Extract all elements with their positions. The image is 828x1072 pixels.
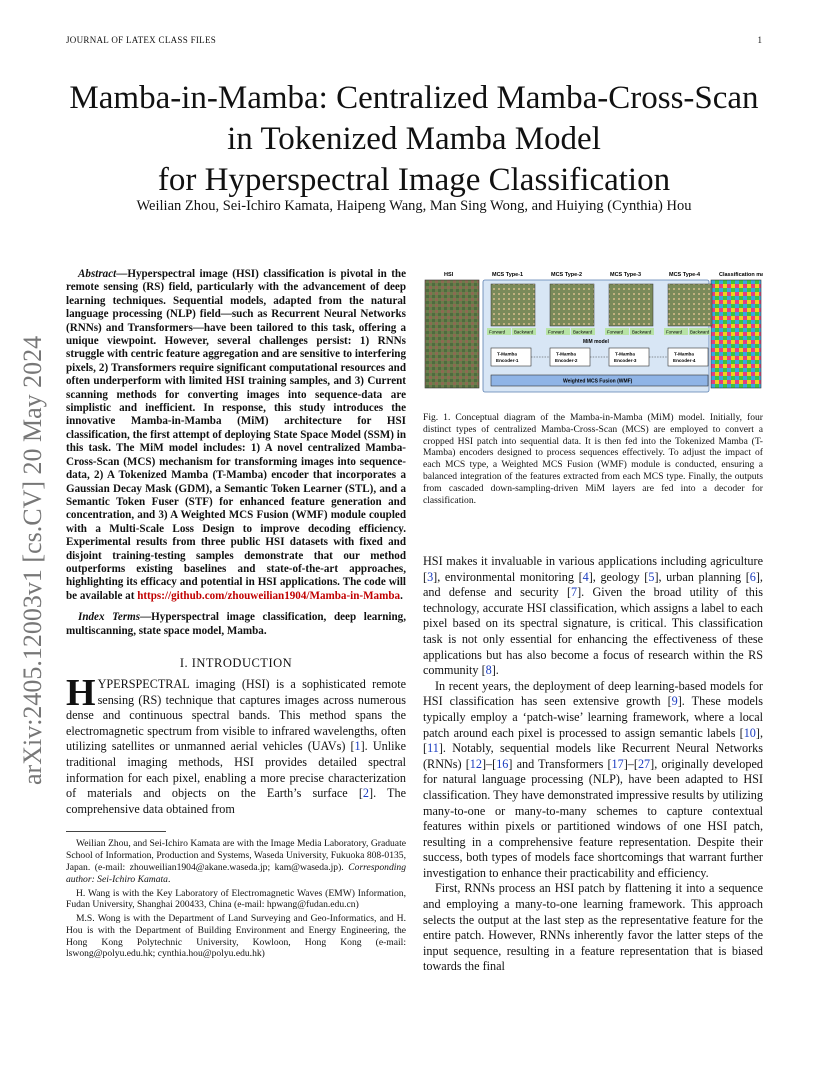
intro-text-b: ]. Unlike traditional imaging methods, HSI provides detailed spectral information for each pixel, enabling a more precise characterization of materials and objects on the Earth’s surface [ xyxy=(66,739,406,801)
right-column xyxy=(423,268,764,974)
mcs-patch-2 xyxy=(550,284,594,326)
citation[interactable]: 17 xyxy=(611,756,624,771)
label-mcs-1: MCS Type-1 xyxy=(492,272,524,278)
forward-label: Forward xyxy=(489,329,506,335)
abstract-end: . xyxy=(400,589,403,602)
hsi-image xyxy=(425,280,479,388)
text: ], environmental monitoring [ xyxy=(433,569,583,584)
code-link[interactable]: https://github.com/zhouweilian1904/Mamba-in-Mamba xyxy=(137,589,401,602)
backward-label: Backward xyxy=(573,329,593,335)
encoder-2-line-1: T-Mamba xyxy=(556,351,576,357)
citation[interactable]: 1 xyxy=(354,739,361,754)
citation[interactable]: 4 xyxy=(582,569,589,584)
text: ], [ xyxy=(423,725,763,756)
section-heading-introduction: I. INTRODUCTION xyxy=(179,655,293,670)
backward-label: Backward xyxy=(514,329,534,335)
intro-text-c: ]. The comprehensive data obtained from xyxy=(66,786,406,816)
text: HSI makes it invaluable in various applications including agriculture [ xyxy=(423,554,763,584)
text: ]. Given the broad utility of this technology, accurate HSI classification, which assigns a label to each pixel based on its spectral signature, is critical. This classification task is not only essential for enhancing the effectiveness of these applications but has also become a focus of research within the RS community [ xyxy=(423,585,763,678)
backward-label: Backward xyxy=(690,329,710,335)
text: ], urban planning [ xyxy=(654,569,750,584)
encoder-4-line-2: Encoder-4 xyxy=(673,358,696,363)
text: ], geology [ xyxy=(588,569,649,584)
footnote-affiliation-1 xyxy=(66,838,406,885)
drop-cap: H xyxy=(66,671,96,714)
corresponding-author: Corresponding author: Sei-Ichiro Kamata xyxy=(66,861,406,885)
backward-label: Backward xyxy=(632,329,652,335)
index-terms xyxy=(66,611,406,638)
arxiv-identifier: arXiv:2405.12003v1 [cs.CV] 20 May 2024 xyxy=(18,335,47,785)
citation[interactable]: 6 xyxy=(749,569,756,584)
forward-label: Forward xyxy=(666,329,683,335)
mim-diagram xyxy=(423,268,763,400)
encoder-1-line-2: Encoder-1 xyxy=(496,358,519,363)
intro-text-a: YPERSPECTRAL imaging (HSI) is a sophisticated remote sensing (RS) technique that captures images across numerous dense and continuous spectral bands. This method spans the electromagnetic spectrum from visible to infrared wavelengths, often utilizing satellites or unmanned aerial vehicles (UAVs) [ xyxy=(66,676,406,754)
body-paragraph-1 xyxy=(423,554,763,679)
label-hsi: HSI xyxy=(444,272,454,278)
label-mcs-3: MCS Type-3 xyxy=(610,272,642,278)
footnote-end: . xyxy=(167,873,171,885)
footnote-rule xyxy=(66,831,166,832)
text: ]–[ xyxy=(481,756,497,771)
citation[interactable]: 10 xyxy=(743,725,756,740)
citation[interactable]: 5 xyxy=(648,569,655,584)
title-line-2: in Tokenized Mamba Model xyxy=(227,121,601,157)
figure-1-caption: Fig. 1. Conceptual diagram of the Mamba-in-Mamba (MiM) model. Initially, four distinct types of centralized Mamba-Cross-Scan (MCS) are employed to convert a cropped HSI patch into sequential data. It is then fed into the Tokenized Mamba (T-Mamba) encoders designed to process sequences effectively. To adjust the impact of each MCS type, a Weighted MCS Fusion (WMF) module is conducted, ensuring a balanced integration of the features extracted from each MCS type. Finally, the outputs from cascaded down-sampling-driven MiM layers are fed into a decoder for classification. xyxy=(423,412,763,506)
citation[interactable]: 16 xyxy=(496,756,509,771)
left-column xyxy=(66,268,406,962)
text: ]. Notably, sequential models like Recurrent Neural Networks (RNNs) [ xyxy=(423,741,763,771)
text: ]–[ xyxy=(623,756,638,771)
abstract xyxy=(66,268,406,603)
citation[interactable]: 3 xyxy=(427,569,434,584)
encoder-1-line-1: T-Mamba xyxy=(497,351,517,357)
wmf-label: Weighted MCS Fusion (WMF) xyxy=(563,378,633,385)
forward-label: Forward xyxy=(548,329,565,335)
abstract-text: —Hyperspectral image (HSI) classification is pivotal in the remote sensing (RS) field, particularly with the advancement of deep learning techniques. Sequential models, adapted from the natural language processing (NLP) field—such as Recurrent Neural Networks (RNNs) and Transformers—have been tailored to this task, offering a unique viewpoint. However, several challenges persist: 1) RNNs struggle with centric feature aggregation and are sensitive to interfering pixels, 2) Transformers require significant computational resources and often underperform with limited HSI training samples, and 3) Current scanning methods for converting images into sequence-data are simplistic and inefficient. In response, this study introduces the innovative Mamba-in-Mamba (MiM) architecture for HSI classification, the first attempt of deploying State Space Model (SSM) in this task. The MiM model includes: 1) A novel centralized Mamba-Cross-Scan (MCS) mechanism for transforming images into sequence-data, 2) A Tokenized Mamba (T-Mamba) encoder that incorporates a Gaussian Decay Mask (GDM), a Semantic Token Learner (STL), and a Semantic Token Fuser (STF) for enhanced feature generation and concentration, and 3) A Weighted MCS Fusion (WMF) module coupled with a Multi-Scale Loss Design to improve decoding efficiency. Experimental results from three public HSI datasets with fixed and disjoint training-testing samples demonstrate that our method outperforms existing baselines and state-of-the-art approaches, highlighting its efficacy and potential in HSI applications. The code will be available at xyxy=(66,268,406,602)
label-mcs-4: MCS Type-4 xyxy=(669,272,701,278)
mcs-patch-1 xyxy=(491,284,535,326)
encoder-3-line-2: Encoder-3 xyxy=(614,358,637,363)
page-number: 1 xyxy=(757,35,762,45)
encoder-3-line-1: T-Mamba xyxy=(615,351,635,357)
mcs-patch-3 xyxy=(609,284,653,326)
text: ] and Transformers [ xyxy=(508,756,612,771)
right-body-text xyxy=(423,554,763,975)
citation[interactable]: 2 xyxy=(362,786,370,801)
label-mcs-2: MCS Type-2 xyxy=(551,272,583,278)
author-list: Weilian Zhou, Sei-Ichiro Kamata, Haipeng Wang, Man Sing Wong, and Huiying (Cynthia) Hou xyxy=(136,198,692,214)
encoder-4-line-1: T-Mamba xyxy=(674,351,694,357)
classification-map-image xyxy=(711,280,761,388)
figure-1 xyxy=(423,268,763,400)
abstract-label: Abstract xyxy=(78,268,117,280)
citation[interactable]: 27 xyxy=(637,756,651,771)
mim-model-label: MiM model xyxy=(583,339,609,345)
body-paragraph-2 xyxy=(423,679,763,882)
text: ]. xyxy=(491,663,499,678)
running-header: JOURNAL OF LATEX CLASS FILES xyxy=(66,35,217,45)
body-paragraph-3: First, RNNs process an HSI patch by flattening it into a sequence and employing a many-to-one learning framework. This approach selects the output at the last step as the representative feature for the entire patch. However, RNNs inherently favor the latter steps of the input sequence, resulting in a feature representation that is biased towards the final xyxy=(423,881,763,974)
intro-paragraph-1 xyxy=(66,671,406,817)
index-terms-text: —Hyperspectral image classification, deep learning, multiscanning, state space model, Mamba. xyxy=(66,611,406,637)
text: ], originally developed for natural language processing (NLP), have been adapted to HSI classification. They have demonstrated impressive results by utilizing many-to-one or many-to-many schemes to capture contextual features within pixels or partitioned windows of one HSI patch, resulting in a comprehensive feature representation. Despite their success, both types of models face shortcomings that warrant further investigation to enhance their practicability and efficiency. xyxy=(423,756,764,880)
footnote-text: Weilian Zhou, and Sei-Ichiro Kamata are with the Image Media Laboratory, Graduate School of Information, Production and Systems, Waseda University, Fukuoka 808-0135, Japan. (e-mail: zhouweilian1904@akane.waseda.jp; kam@waseda.jp). xyxy=(66,838,406,873)
forward-label: Forward xyxy=(607,329,624,335)
text: ], and defense and security [ xyxy=(423,569,763,600)
title-line-3: for Hyperspectral Image Classification xyxy=(157,162,671,198)
index-terms-label: Index Terms xyxy=(78,611,141,624)
text: ]. These models typically employ a ‘patch-wise’ learning framework, where a local patch around each pixel is processed to assign semantic labels [ xyxy=(423,694,763,740)
label-classification-map: Classification map xyxy=(719,272,763,278)
title-line-1: Mamba-in-Mamba: Centralized Mamba-Cross-Scan xyxy=(69,80,759,116)
citation[interactable]: 9 xyxy=(671,694,678,709)
citation[interactable]: 8 xyxy=(485,663,492,678)
footnote-affiliation-3: M.S. Wong is with the Department of Land Surveying and Geo-Informatics, and H. Hou is with the Department of Building Environment and Energy Engineering, the Hong Kong Polytechnic University, Kowloon, Hong Kong (e-mail: lswong@polyu.edu.hk; cynthia.hou@polyu.edu.hk) xyxy=(66,913,406,960)
citation[interactable]: 11 xyxy=(427,741,439,756)
text: In recent years, the deployment of deep learning-based models for HSI classification has seen extensive growth [ xyxy=(423,678,763,709)
paper-title xyxy=(40,78,788,201)
citation[interactable]: 12 xyxy=(469,756,482,771)
citation[interactable]: 7 xyxy=(571,585,578,600)
footnote-affiliation-2: H. Wang is with the Key Laboratory of Electromagnetic Waves (EMW) Information, Fudan University, Shanghai 200433, China (e-mail: hpwang@fudan.edu.cn) xyxy=(66,887,406,911)
mcs-patch-4 xyxy=(668,284,712,326)
encoder-2-line-2: Encoder-2 xyxy=(555,358,578,363)
